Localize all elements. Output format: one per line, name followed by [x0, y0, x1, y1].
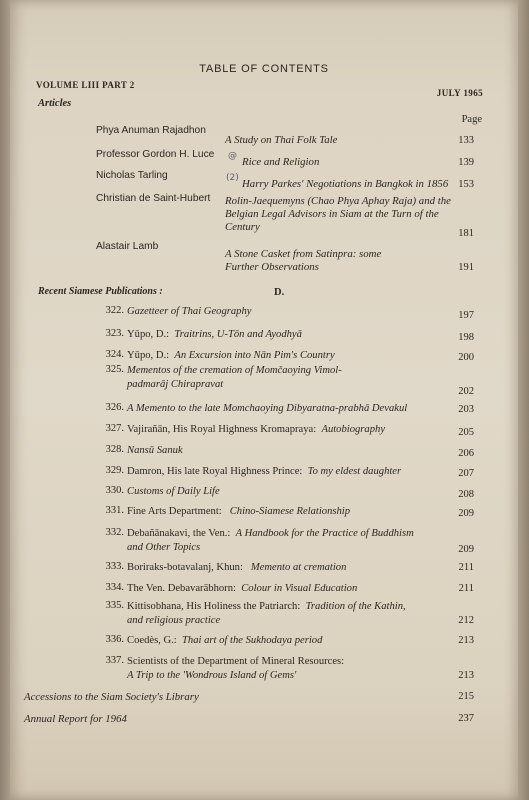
articles-heading: Articles [38, 98, 72, 109]
publication-number: 323. [105, 328, 124, 339]
publication-author: Yūpo, D.: [127, 350, 170, 361]
publication-entry [127, 305, 251, 319]
publication-page: 207 [458, 468, 474, 479]
pen-annotation: (2) [226, 173, 239, 183]
article-author: Professor Gordon H. Luce [96, 149, 215, 160]
publication-author: The Ven. Debavarābhorn: [127, 583, 236, 594]
publication-title: A Handbook for the Practice of Buddhism and Other Topics [127, 528, 414, 553]
publication-title: Mementos of the cremation of Momčaoying Vimol-padmarāj Chirapravat [127, 365, 342, 390]
publication-page: 197 [458, 310, 474, 321]
publication-page: 198 [458, 332, 474, 343]
article-page: 191 [458, 262, 474, 273]
publication-title: Nansū Sanuk [127, 445, 183, 456]
publication-entry [127, 364, 372, 392]
publication-entry [127, 600, 417, 628]
toc-entry-title: Accessions to the Siam Society's Library [24, 691, 199, 703]
publication-author: Debañānakavi, the Ven.: [127, 528, 231, 539]
article-page: 139 [458, 157, 474, 168]
publication-entry [127, 423, 385, 437]
article-title: A Stone Casket from Satinpra: some Further Observations [225, 248, 382, 273]
publication-number: 333. [105, 561, 124, 572]
publication-author: Damron, His late Royal Highness Prince: [127, 466, 303, 477]
publication-number: 326. [105, 402, 124, 413]
article-author: Christian de Saint-Hubert [96, 193, 211, 204]
article-author: Alastair Lamb [96, 241, 159, 252]
publication-entry [127, 527, 417, 555]
publication-entry [127, 465, 401, 479]
publication-page: 208 [458, 489, 474, 500]
publication-page: 213 [458, 635, 474, 646]
publication-number: 330. [105, 485, 124, 496]
page-title: TABLE OF CONTENTS [199, 63, 329, 75]
publication-author: Coedès, G.: [127, 635, 177, 646]
volume-label: VOLUME LIII PART 2 [36, 80, 135, 90]
publication-entry [127, 505, 350, 519]
article-author: Phya Anuman Rajadhon [96, 125, 206, 136]
toc-entry-page: 237 [458, 713, 474, 724]
publication-page: 213 [458, 670, 474, 681]
publication-author: Boriraks-botavalanj, Khun: [127, 562, 243, 573]
publication-page: 206 [458, 448, 474, 459]
publication-page: 202 [458, 386, 474, 397]
publication-entry [127, 349, 335, 363]
publication-page: 211 [458, 583, 474, 594]
publication-author: Kittisobhana, His Holiness the Patriarch: [127, 601, 301, 612]
publication-author: Scientists of the Department of Mineral Resources: [127, 656, 345, 667]
publication-title: Customs of Daily Life [127, 486, 220, 497]
publication-number: 336. [105, 634, 124, 645]
publication-number: 327. [105, 423, 124, 434]
publication-entry [127, 655, 344, 683]
book-page [10, 0, 518, 800]
publication-number: 335. [105, 600, 124, 611]
publications-heading: Recent Siamese Publications : [38, 286, 163, 297]
publication-entry [127, 634, 322, 648]
article-page: 153 [458, 179, 474, 190]
article-page: 133 [458, 135, 474, 146]
section-letter: D. [274, 287, 285, 298]
publication-entry [127, 561, 346, 575]
publication-page: 209 [458, 508, 474, 519]
publication-title: Thai art of the Sukhodaya period [182, 635, 323, 646]
page-column-label: Page [461, 114, 482, 125]
article-title: Rice and Religion [242, 156, 320, 168]
publication-entry [127, 444, 183, 458]
publication-entry [127, 582, 357, 596]
publication-title: To my eldest daughter [307, 466, 402, 477]
toc-entry-page: 215 [458, 691, 474, 702]
publication-number: 325. [105, 364, 124, 375]
article-title: A Study on Thai Folk Tale [225, 134, 338, 146]
publication-author: Fine Arts Department: [127, 506, 222, 517]
publication-title: Memento at cremation [250, 562, 347, 573]
article-author: Nicholas Tarling [96, 170, 168, 181]
publication-page: 205 [458, 427, 474, 438]
publication-title: Tradition of the Kathin, and religious practice [127, 601, 406, 626]
issue-date: JULY 1965 [436, 88, 483, 98]
publication-title: A Memento to the late Momchaoying Dibyaratna-prabhā Devakul [127, 403, 408, 414]
article-title: Rolin-Jaequemyns (Chao Phya Aphay Raja) and the Belgian Legal Advisors in Siam at the Turn of the Century [225, 195, 451, 233]
publication-title: Gazetteer of Thai Geography [127, 306, 252, 317]
publication-entry [127, 402, 407, 416]
publication-number: 331. [105, 505, 124, 516]
publication-title: An Excursion into Nān Pim's Country [174, 350, 335, 361]
publication-author: Yūpo, D.: [127, 329, 170, 340]
publication-entry [127, 328, 302, 342]
publication-title: A Trip to the 'Wondrous Island of Gems' [127, 670, 297, 681]
publication-title: Colour in Visual Education [241, 583, 358, 594]
article-title: Harry Parkes' Negotiations in Bangkok in 1856 [242, 178, 449, 190]
publication-page: 211 [458, 562, 474, 573]
publication-number: 329. [105, 465, 124, 476]
publication-title: Autobiography [321, 424, 386, 435]
publication-page: 212 [458, 615, 474, 626]
pen-annotation: @ [228, 151, 237, 161]
publication-author: Vajirañān, His Royal Highness Kromapraya: [127, 424, 317, 435]
publication-number: 324. [105, 349, 124, 360]
publication-page: 200 [458, 352, 474, 363]
publication-page: 203 [458, 404, 474, 415]
publication-title: Traitrins, U-Tōn and Ayodhyā [174, 329, 302, 340]
publication-number: 322. [105, 305, 124, 316]
publication-number: 334. [105, 582, 124, 593]
publication-number: 332. [105, 527, 124, 538]
toc-entry-title: Annual Report for 1964 [24, 713, 127, 725]
publication-number: 337. [105, 655, 124, 666]
article-page: 181 [458, 228, 474, 239]
publication-number: 328. [105, 444, 124, 455]
publication-title: Chino-Siamese Relationship [229, 506, 351, 517]
publication-page: 209 [458, 544, 474, 555]
publication-entry [127, 485, 220, 499]
